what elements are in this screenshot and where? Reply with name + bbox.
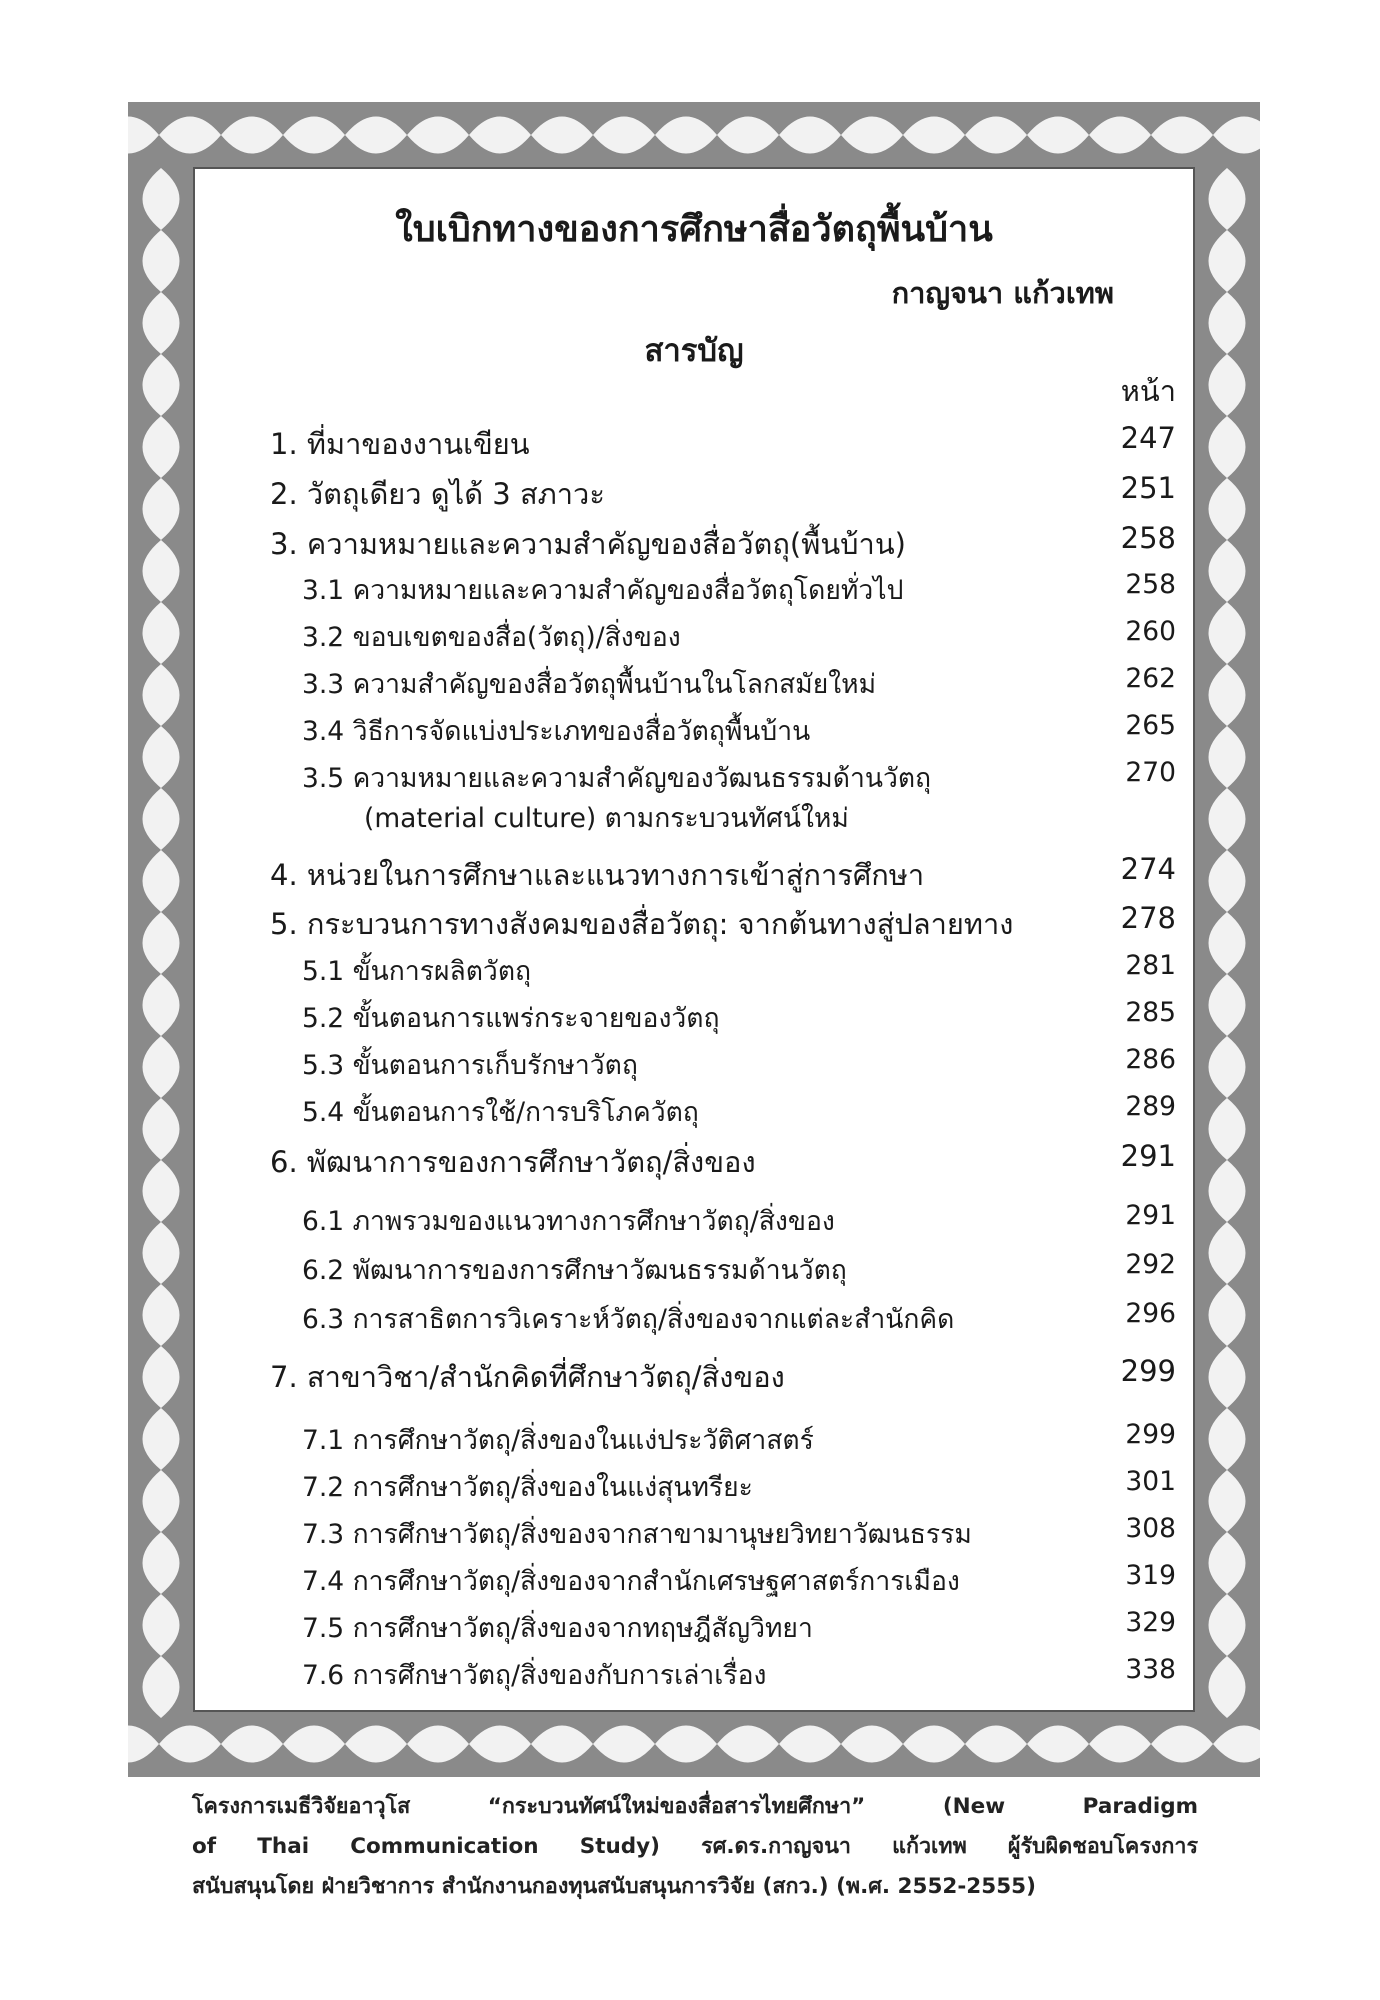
toc-entry-page: 265 [1125, 710, 1176, 741]
toc-entry-page: 308 [1125, 1513, 1176, 1544]
toc-entry-page: 291 [1125, 1200, 1176, 1231]
toc-entry-page: 258 [1120, 521, 1176, 555]
toc-entry-label: 3.2 ขอบเขตของสื่อ(วัตถุ)/สิ่งของ [302, 622, 681, 653]
toc-entry-label: 3.4 วิธีการจัดแบ่งประเภทของสื่อวัตถุพื้นบ้าน [302, 716, 811, 747]
toc-entry-page: 258 [1125, 569, 1176, 600]
toc-entry-page: 251 [1120, 471, 1176, 505]
toc-entry-label: 5.4 ขั้นตอนการใช้/การบริโภควัตถุ [302, 1097, 699, 1128]
toc-entry-label: 3.3 ความสำคัญของสื่อวัตถุพื้นบ้านในโลกสมัยใหม่ [302, 669, 877, 700]
toc-entry-page: 281 [1125, 950, 1176, 981]
toc-entry-page: 262 [1125, 663, 1176, 694]
page-column-label: หน้า [1120, 374, 1176, 408]
toc-entry-label: 6. พัฒนาการของการศึกษาวัตถุ/สิ่งของ [270, 1145, 756, 1179]
toc-entry-page: 270 [1125, 757, 1176, 788]
toc-entry-label: 3.1 ความหมายและความสำคัญของสื่อวัตถุโดยทั่วไป [302, 575, 904, 606]
toc-entry-label: 3.5 ความหมายและความสำคัญของวัฒนธรรมด้านวัตถุ [302, 763, 932, 794]
toc-entry-label: 7.2 การศึกษาวัตถุ/สิ่งของในแง่สุนทรียะ [302, 1472, 753, 1503]
toc-entry-label: 4. หน่วยในการศึกษาและแนวทางการเข้าสู่การศึกษา [270, 858, 925, 892]
toc-entry-label: 5. กระบวนการทางสังคมของสื่อวัตถุ: จากต้นทางสู่ปลายทาง [270, 907, 1014, 941]
toc-entry-label: 7.3 การศึกษาวัตถุ/สิ่งของจากสาขามานุษยวิทยาวัฒนธรรม [302, 1519, 972, 1550]
toc-entry-page: 289 [1125, 1091, 1176, 1122]
toc-entry-page: 292 [1125, 1249, 1176, 1280]
toc-entry-label: 5.2 ขั้นตอนการแพร่กระจายของวัตถุ [302, 1003, 720, 1034]
toc-entry-page: 285 [1125, 997, 1176, 1028]
toc-entry-page: 291 [1120, 1139, 1176, 1173]
toc-entry-page: 247 [1120, 421, 1176, 455]
toc-entry-label: 7.4 การศึกษาวัตถุ/สิ่งของจากสำนักเศรษฐศาสตร์การเมือง [302, 1566, 960, 1597]
toc-entry-page: 274 [1120, 852, 1176, 886]
footer-line: of Thai Communication Study) รศ.ดร.กาญจนา แก้วเทพ ผู้รับผิดชอบโครงการ [192, 1834, 1198, 1859]
author-name: กาญจนา แก้วเทพ [891, 276, 1114, 310]
toc-entry-page: 319 [1125, 1560, 1176, 1591]
toc-entry-label: 3. ความหมายและความสำคัญของสื่อวัตถุ(พื้นบ้าน) [270, 527, 906, 561]
toc-entry-label: 6.2 พัฒนาการของการศึกษาวัฒนธรรมด้านวัตถุ [302, 1255, 847, 1286]
table-of-contents [194, 170, 1194, 1720]
toc-entry-page: 296 [1125, 1298, 1176, 1329]
toc-entry-page: 299 [1125, 1419, 1176, 1450]
toc-entry-label: 7.1 การศึกษาวัตถุ/สิ่งของในแง่ประวัติศาสตร์ [302, 1425, 814, 1456]
toc-heading: สารบัญ [644, 333, 744, 369]
document-title: ใบเบิกทางของการศึกษาสื่อวัตถุพื้นบ้าน [395, 209, 993, 250]
toc-entry-page: 299 [1120, 1354, 1176, 1388]
toc-entry-page: 338 [1125, 1654, 1176, 1685]
toc-entry-label: 1. ที่มาของงานเขียน [270, 427, 530, 461]
toc-entry-label: 5.3 ขั้นตอนการเก็บรักษาวัตถุ [302, 1050, 638, 1081]
toc-entry-label: 7.5 การศึกษาวัตถุ/สิ่งของจากทฤษฎีสัญวิทยา [302, 1613, 813, 1644]
toc-entry-label: 6.3 การสาธิตการวิเคราะห์วัตถุ/สิ่งของจากแต่ละสำนักคิด [302, 1304, 955, 1335]
toc-entry-continuation: (material culture) ตามกระบวนทัศน์ใหม่ [364, 803, 849, 834]
footer-line: สนับสนุนโดย ฝ่ายวิชาการ สำนักงานกองทุนสนับสนุนการวิจัย (สกว.) (พ.ศ. 2552-2555) [192, 1874, 1036, 1899]
toc-entry-page: 301 [1125, 1466, 1176, 1497]
toc-entry-page: 260 [1125, 616, 1176, 647]
footer-line: โครงการเมธีวิจัยอาวุโส “กระบวนทัศน์ใหม่ของสื่อสารไทยศึกษา” (New Paradigm [192, 1794, 1198, 1819]
footer-note [192, 1787, 1198, 1907]
toc-entry-page: 278 [1120, 901, 1176, 935]
toc-entry-page: 329 [1125, 1607, 1176, 1638]
toc-entry-label: 7.6 การศึกษาวัตถุ/สิ่งของกับการเล่าเรื่อง [302, 1660, 767, 1691]
toc-entry-label: 5.1 ขั้นการผลิตวัตถุ [302, 956, 532, 987]
toc-entry-label: 7. สาขาวิชา/สำนักคิดที่ศึกษาวัตถุ/สิ่งของ [270, 1360, 785, 1394]
toc-entry-label: 2. วัตถุเดียว ดูได้ 3 สภาวะ [270, 477, 605, 511]
toc-entry-label: 6.1 ภาพรวมของแนวทางการศึกษาวัตถุ/สิ่งของ [302, 1206, 835, 1237]
toc-entry-page: 286 [1125, 1044, 1176, 1075]
page-content [194, 170, 1194, 1720]
